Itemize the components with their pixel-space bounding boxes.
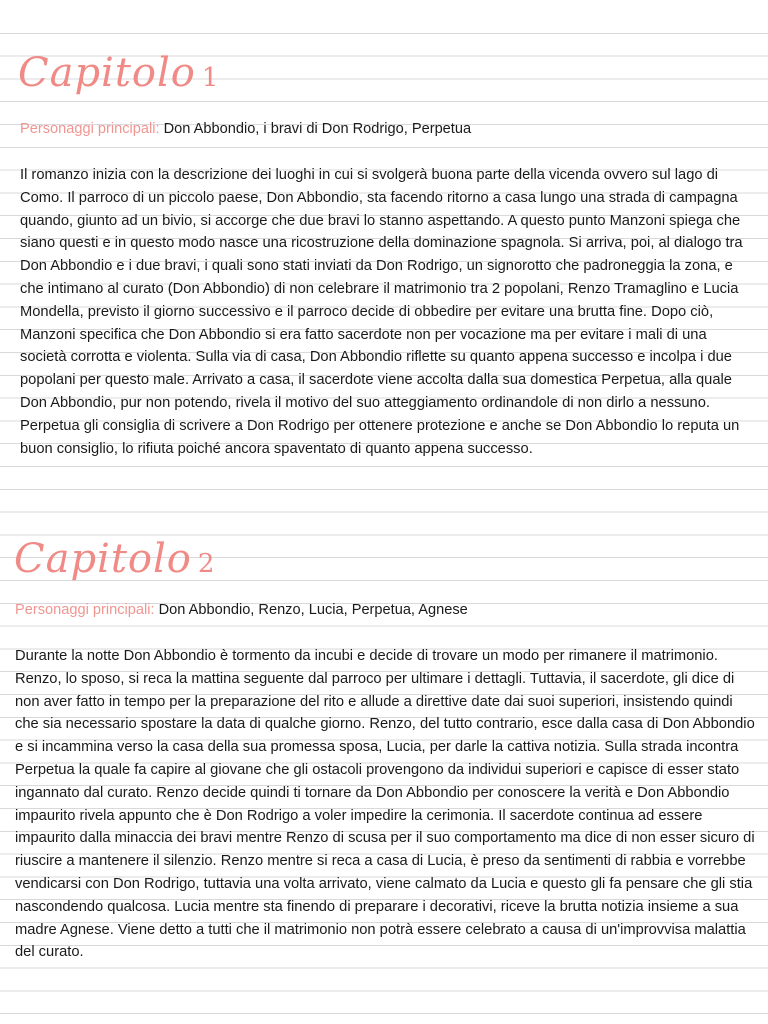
chapter-1-summary: Il romanzo inizia con la descrizione dei luoghi in cui si svolgerà buona parte della vicenda ovvero sul lago di Como. Il parroco di un piccolo paese, Don Abbondio, sta facendo ritorno a casa lungo una strada di campagna quando, giunto ad un bivio, si accorge che due bravi lo stanno aspettando. A questo punto Manzoni spiega che siano questi e in questo modo nasce una ricostruzione della dominazione spagnola. Si arriva, poi, al dialogo tra Don Abbondio e i due bravi, i quali sono stati inviati da Don Rodrigo, un signorotto che padroneggia la zona, e che intimano al curato (Don Abbondio) di non celebrare il matrimonio tra 2 popolani, Renzo Tramaglino e Lucia Mondella, previsto il giorno successivo e il parroco decide di obbedire per evitare una brutta fine. Dopo ciò, Manzoni specifica che Don Abbondio si era fatto sacerdote non per vocazione ma per evitare i mali di una società corrotta e violenta. Sulla via di casa, Don Abbondio riflette su quanto appena successo e incolpa i due popolani per questo male. Arrivato a casa, il sacerdote viene accolta dalla sua domestica Perpetua, alla quale Don Abbondio, pur non potendo, rivela il motivo del suo atteggiamento ordinandole di non dirlo a nessuno. Perpetua gli consiglia di scrivere a Don Rodrigo per ottenere protezione e anche se Don Abbondio lo reputa un buon consiglio, lo rifiuta poiché ancora spaventato di quanto appena successo.	[20, 167, 743, 457]
chapter-2-characters-label: Personaggi principali:	[15, 602, 155, 618]
chapter-1-number: 1	[201, 63, 220, 93]
chapter-2-number: 2	[197, 549, 216, 579]
chapter-1-summary-block	[20, 164, 748, 460]
chapter-2-title: Capitolo	[14, 536, 192, 582]
chapter-1-characters-list: Don Abbondio, i bravi di Don Rodrigo, Perpetua	[163, 121, 472, 137]
chapter-1-heading	[18, 50, 219, 96]
chapter-1-title: Capitolo	[18, 50, 196, 96]
chapter-2-summary: Durante la notte Don Abbondio è tormento da incubi e decide di trovare un modo per rimanere il matrimonio. Renzo, lo sposo, si reca la mattina seguente dal parroco per ultimare i dettagli. Tuttavia, il sacerdote, gli dice di non aver fatto in tempo per la preparazione del rito e allude a direttive date dai suoi superiori, insistendo quindi che sia necessario spostare la data di qualche giorno. Renzo, del tutto contrario, esce dalla casa di Don Abbondio e si incammina verso la casa della sua promessa sposa, Lucia, per darle la cattiva notizia. Sulla strada incontra Perpetua la quale fa capire al giovane che gli ostacoli provengono da individui superiori e capisce di esser stato ingannato dal curato. Renzo decide quindi ti tornare da Don Abbondio per conoscere la verità e Don Abbondio impaurito rivela appunto che è Don Rodrigo a voler impedire la cerimonia. Il sacerdote continua ad essere impaurito dalla minaccia dei bravi mentre Renzo di scusa per il suo comportamento ma dice di non esser sicuro di riuscire a mantenere il silenzio. Renzo mentre si reca a casa di Lucia, è preso da sentimenti di rabbia e vorrebbe vendicarsi con Don Rodrigo, tuttavia una volta arrivato, viene calmato da Lucia e questo gli fa pensare che gli stia nascondendo qualcosa. Lucia mentre sta finendo di preparare i decorativi, riceve la brutta notizia insieme a sua madre Agnese. Viene detto a tutti che il matrimonio non potrà essere celebrato a causa di un'improvvisa malattia del curato.	[15, 648, 755, 961]
chapter-1-characters	[20, 121, 471, 137]
chapter-2-characters	[15, 602, 468, 618]
chapter-2-characters-list: Don Abbondio, Renzo, Lucia, Perpetua, Agnese	[158, 602, 468, 618]
chapter-2-summary-block	[15, 645, 760, 964]
chapter-2-heading	[14, 536, 215, 582]
chapter-1-characters-label: Personaggi principali:	[20, 121, 160, 137]
